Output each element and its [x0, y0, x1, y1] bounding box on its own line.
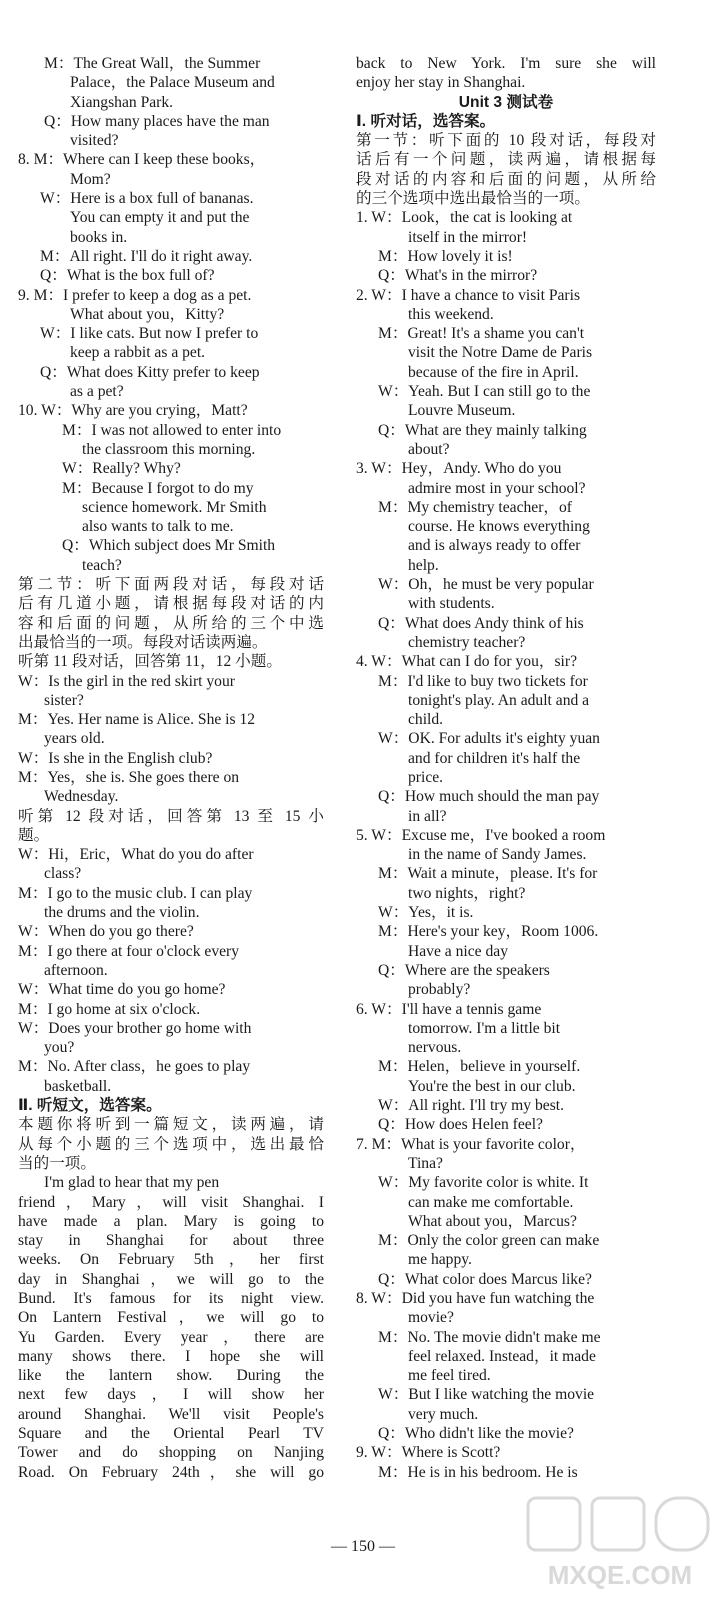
text-line: basketball.: [44, 1077, 112, 1095]
text-line: W：Does your brother go home with: [18, 1019, 252, 1037]
text-line: 9. W：Where is Scott?: [356, 1444, 501, 1462]
text-line: next few days，I will show her: [18, 1386, 324, 1404]
text-line: weeks. On February 5th，her first: [18, 1251, 324, 1269]
text-line: keep a rabbit as a pet.: [70, 344, 206, 362]
unit-title: Unit 3 测试卷: [458, 93, 554, 111]
text-line: Square and the Oriental Pearl TV: [18, 1425, 324, 1443]
text-line: Louvre Museum.: [408, 402, 516, 420]
text-line: 听第 12 段对话，回答第 13 至 15 小: [18, 807, 324, 825]
text-line: movie?: [408, 1309, 454, 1327]
text-line: M：Only the color green can make: [378, 1232, 600, 1250]
text-line: Q：What's in the mirror?: [378, 267, 538, 285]
text-line: Q：What does Andy think of his: [378, 614, 584, 632]
text-line: I'm glad to hear that my pen: [44, 1174, 220, 1192]
text-line: itself in the mirror!: [408, 228, 528, 246]
text-line: around Shanghai. We'll visit People's: [18, 1405, 324, 1423]
text-line: Q：How many places have the man: [44, 112, 270, 130]
text-line: 5. W：Excuse me，I've booked a room: [356, 826, 606, 844]
text-line: Yu Garden. Every year，there are: [18, 1328, 324, 1346]
text-line: 本题你将听到一篇短文，读两遍，请: [18, 1116, 324, 1134]
text-line: M：My chemistry teacher，of: [378, 498, 573, 516]
text-line: On Lantern Festival，we will go to: [18, 1309, 324, 1327]
text-line: chemistry teacher?: [408, 633, 526, 651]
page-number: — 150 —: [331, 1538, 395, 1555]
text-line: M：No. The movie didn't make me: [378, 1328, 601, 1346]
text-line: visited?: [70, 132, 119, 150]
text-line: class?: [44, 865, 82, 883]
text-line: can make me comfortable.: [408, 1193, 574, 1211]
text-line: afternoon.: [44, 961, 108, 979]
text-line: 6. W：I'll have a tennis game: [356, 1000, 542, 1018]
text-line: M：I go there at four o'clock every: [18, 942, 240, 960]
text-line: 后有几道小题，请根据每段对话的内: [18, 595, 324, 613]
text-line: friend，Mary，will visit Shanghai. I: [18, 1193, 324, 1211]
text-line: You can empty it and put the: [70, 209, 250, 227]
text-line: 8. W：Did you have fun watching the: [356, 1290, 595, 1307]
text-line: and for children it's half the: [408, 749, 581, 767]
text-line: Q：What are they mainly talking: [378, 421, 587, 439]
text-line: stay in Shanghai for about three: [18, 1232, 324, 1250]
text-line: Bund. It's famous for its night view.: [18, 1290, 324, 1307]
text-line: admire most in your school?: [408, 479, 586, 497]
section-heading: Ⅱ. 听短文，选答案。: [18, 1097, 162, 1115]
text-line: 7. M：What is your favorite color，: [356, 1135, 586, 1153]
text-line: W：Is the girl in the red skirt your: [18, 672, 235, 690]
text-line: W：All right. I'll try my best.: [378, 1097, 565, 1115]
text-line: W：My favorite color is white. It: [378, 1174, 589, 1192]
text-line: 10. W：Why are you crying，Matt?: [18, 402, 248, 420]
text-line: M：Here's your key，Room 1006.: [378, 923, 599, 941]
text-line: Q：How does Helen feel?: [378, 1116, 543, 1134]
left-column: [18, 54, 324, 1482]
text-line: 8. M：Where can I keep these books，: [18, 151, 266, 169]
text-line: visit the Notre Dame de Paris: [408, 344, 593, 362]
text-line: 从每个小题的三个选项中，选出最恰: [18, 1135, 324, 1153]
text-line: science homework. Mr Smith: [82, 498, 267, 516]
text-line: Palace，the Palace Museum and: [70, 74, 275, 92]
text-line: W：Really? Why?: [62, 460, 181, 478]
text-line: Q：What is the box full of?: [40, 267, 215, 285]
text-line: Road. On February 24th，she will go: [18, 1463, 324, 1481]
text-line: W：I like cats. But now I prefer to: [40, 325, 259, 343]
text-line: sister?: [44, 691, 84, 709]
text-line: tonight's play. An adult and a: [408, 691, 590, 709]
watermark-logo: [520, 1492, 720, 1594]
watermark-block: [528, 1498, 580, 1550]
text-line: the drums and the violin.: [44, 904, 200, 922]
text-line: Q：Where are the speakers: [378, 961, 550, 979]
text-line: feel relaxed. Instead，it made: [408, 1347, 596, 1365]
text-line: in the name of Sandy James.: [408, 846, 587, 864]
text-line: Wednesday.: [44, 788, 119, 806]
text-line: years old.: [44, 730, 105, 748]
text-line: W：What time do you go home?: [18, 981, 226, 999]
text-line: M：Yes，she is. She goes there on: [18, 768, 240, 786]
text-line: like the lantern show. During the: [18, 1367, 324, 1385]
text-line: probably?: [408, 981, 471, 999]
text-line: Xiangshan Park.: [70, 93, 174, 111]
text-line: W：OK. For adults it's eighty yuan: [378, 730, 600, 748]
text-line: Tower and do shopping on Nanjing: [18, 1444, 324, 1462]
text-line: me feel tired.: [408, 1367, 491, 1385]
text-line: 3. W：Hey，Andy. Who do you: [356, 460, 562, 478]
text-line: teach?: [82, 556, 122, 574]
text-line: me happy.: [408, 1251, 472, 1269]
text-line: 当的一项。: [18, 1154, 96, 1172]
text-line: 题。: [18, 826, 50, 844]
text-line: 9. M：I prefer to keep a dog as a pet.: [18, 286, 252, 304]
text-line: 话后有一个问题，读两遍，请根据每: [356, 151, 656, 169]
watermark-url: MXQE.COM: [547, 1560, 693, 1590]
text-line: Q：What does Kitty prefer to keep: [40, 363, 260, 381]
text-line: about?: [408, 440, 450, 458]
text-line: have made a plan. Mary is going to: [18, 1212, 324, 1230]
text-line: W：Yeah. But I can still go to the: [378, 383, 591, 401]
text-line: M：I'd like to buy two tickets for: [378, 672, 588, 690]
text-line: back to New York. I'm sure she will: [356, 55, 656, 72]
text-line: nervous.: [408, 1039, 462, 1057]
watermark-block: [592, 1498, 644, 1550]
text-line: Q：Which subject does Mr Smith: [62, 537, 276, 555]
text-line: M：Yes. Her name is Alice. She is 12: [18, 711, 256, 729]
text-line: course. He knows everything: [408, 518, 590, 536]
text-line: Mom?: [70, 170, 111, 188]
text-line: M：The Great Wall，the Summer: [44, 55, 261, 72]
text-line: Q：Who didn't like the movie?: [378, 1425, 574, 1443]
text-line: M：How lovely it is!: [378, 247, 513, 265]
text-line: W：When do you go there?: [18, 923, 194, 941]
text-line: M：Wait a minute，please. It's for: [378, 865, 598, 883]
text-line: many shows there. I hope she will: [18, 1347, 324, 1365]
text-line: M：He is in his bedroom. He is: [378, 1463, 578, 1481]
text-line: 1. W：Look，the cat is looking at: [356, 209, 573, 227]
text-line: the classroom this morning.: [82, 440, 256, 458]
text-line: as a pet?: [70, 383, 124, 401]
text-line: 第一节：听下面的 10 段对话，每段对: [356, 132, 656, 150]
text-line: W：Oh，he must be very popular: [378, 576, 594, 594]
text-line: day in Shanghai，we will go to the: [18, 1270, 324, 1288]
right-column: [356, 54, 656, 1482]
text-line: 第二节：听下面两段对话，每段对话: [18, 576, 324, 594]
text-line: Tina?: [408, 1154, 443, 1172]
text-line: W：Yes，it is.: [378, 904, 474, 922]
text-line: M：I go to the music club. I can play: [18, 884, 253, 902]
text-line: two nights，right?: [408, 884, 526, 902]
text-line: Q：How much should the man pay: [378, 788, 600, 806]
text-line: books in.: [70, 228, 128, 246]
text-line: You're the best in our club.: [408, 1077, 576, 1095]
text-line: W：Here is a box full of bananas.: [40, 190, 254, 208]
text-line: M：All right. I'll do it right away.: [40, 247, 253, 265]
text-line: you?: [44, 1039, 75, 1057]
text-line: 容和后面的问题，从所给的三个中选: [18, 614, 324, 632]
text-line: W：Hi，Eric，What do you do after: [18, 846, 254, 864]
text-line: very much.: [408, 1405, 479, 1423]
text-line: 4. W：What can I do for you，sir?: [356, 653, 577, 671]
text-line: M：Great! It's a shame you can't: [378, 325, 585, 343]
text-line: W：Is she in the English club?: [18, 749, 213, 767]
text-line: tomorrow. I'm a little bit: [408, 1019, 561, 1037]
text-line: What about you，Kitty?: [70, 305, 225, 323]
text-line: because of the fire in April.: [408, 363, 579, 381]
text-line: with students.: [408, 595, 495, 613]
text-line: M：I go home at six o'clock.: [18, 1000, 201, 1018]
text-line: M：No. After class，he goes to play: [18, 1058, 251, 1076]
text-line: this weekend.: [408, 305, 494, 323]
text-line: 段对话的内容和后面的问题，从所给: [356, 170, 656, 188]
text-line: help.: [408, 556, 439, 574]
text-line: 2. W：I have a chance to visit Paris: [356, 286, 581, 304]
text-line: Q：What color does Marcus like?: [378, 1270, 592, 1288]
text-line: Have a nice day: [408, 942, 509, 960]
text-line: and is always ready to offer: [408, 537, 581, 555]
text-line: 的三个选项中选出最恰当的一项。: [356, 190, 590, 208]
text-line: M：I was not allowed to enter into: [62, 421, 282, 439]
text-line: What about you，Marcus?: [408, 1212, 577, 1230]
text-line: M：Because I forgot to do my: [62, 479, 254, 497]
text-line: 听第 11 段对话，回答第 11，12 小题。: [18, 653, 282, 671]
text-line: in all?: [408, 807, 447, 825]
text-line: child.: [408, 711, 444, 729]
text-line: M：Helen，believe in yourself.: [378, 1058, 581, 1076]
section-heading: Ⅰ. 听对话，选答案。: [356, 112, 496, 130]
text-line: also wants to talk to me.: [82, 518, 234, 536]
watermark-block: [656, 1498, 708, 1550]
text-line: W：But I like watching the movie: [378, 1386, 595, 1404]
text-line: price.: [408, 768, 444, 786]
text-line: enjoy her stay in Shanghai.: [356, 74, 526, 92]
text-line: 出最恰当的一项。每段对话读两遍。: [18, 633, 268, 651]
